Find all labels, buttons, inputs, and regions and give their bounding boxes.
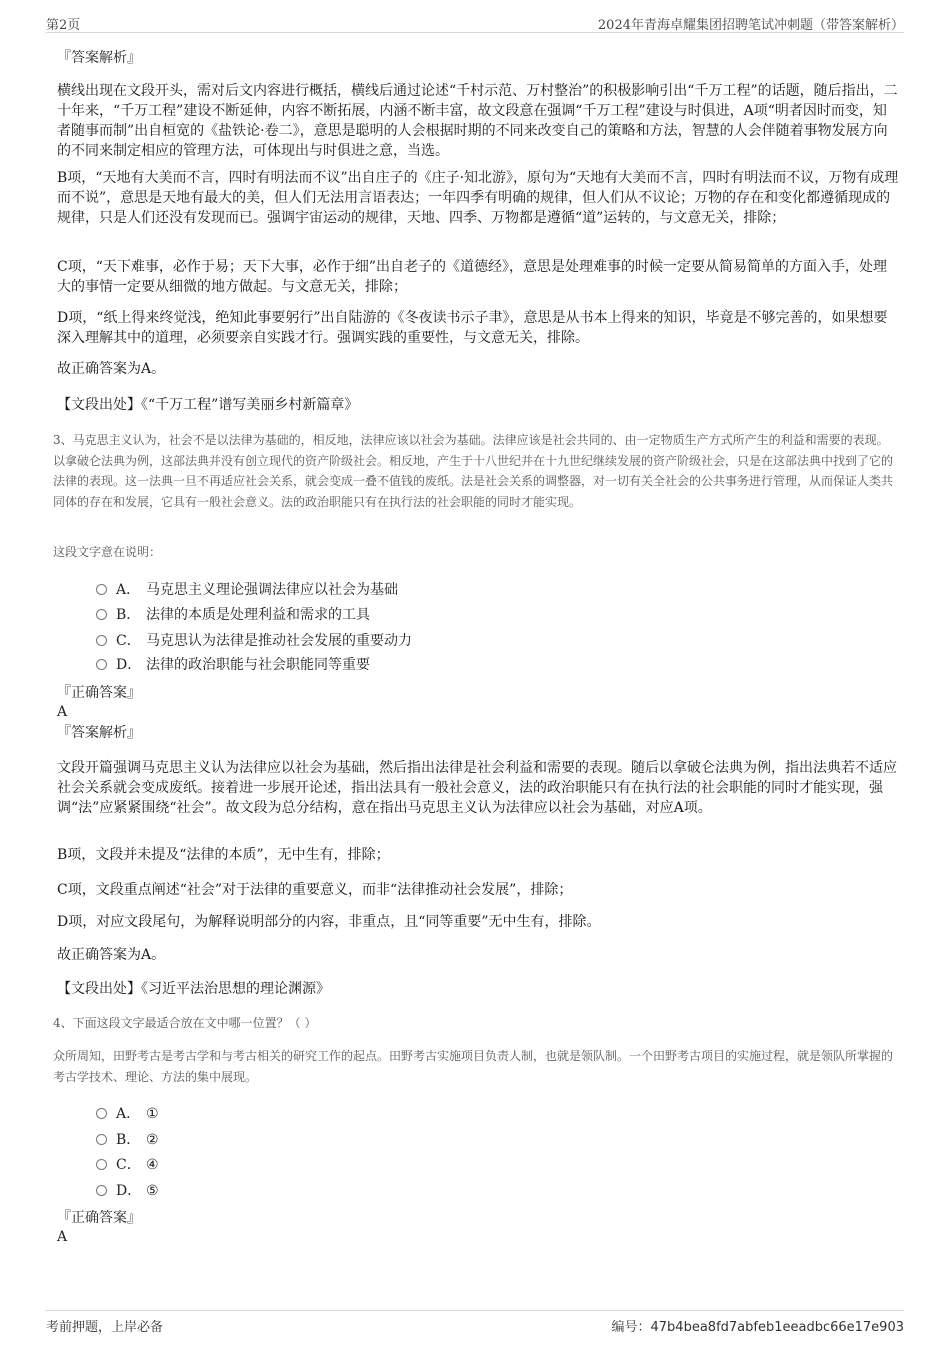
q4-answer-label: 『正确答案』 — [57, 1210, 141, 1226]
q2-answer-statement: 故正确答案为A。 — [57, 361, 166, 377]
q4-option-a[interactable]: A． ① — [96, 1104, 159, 1124]
radio-icon[interactable] — [96, 1134, 107, 1145]
footer-slogan: 考前押题，上岸必备 — [46, 1320, 164, 1335]
q4-option-b[interactable]: B． ② — [96, 1130, 159, 1150]
q4-answer: A — [57, 1229, 68, 1245]
document-code: 编号：47b4bea8fd7abfeb1eeadbc66e17e903 — [611, 1320, 904, 1335]
q2-analysis-label: 『答案解析』 — [57, 50, 141, 66]
q3-analysis-paragraph: C项，文段重点阐述“社会”对于法律的重要意义，而非“法律推动社会发展”，排除； — [57, 882, 573, 898]
q3-option-b[interactable]: B． 法律的本质是处理利益和需求的工具 — [96, 605, 370, 625]
q2-analysis-paragraph: C项，“天下难事，必作于易；天下大事，必作于细”出自老子的《道德经》，意思是处理难事的时候一定要从简易简单的方面入手，处理大的事情一定要从细微的地方做起。与文意无关，排除； — [57, 259, 888, 295]
page-footer — [46, 1310, 904, 1339]
q2-analysis-paragraph: 横线出现在文段开头，需对后文内容进行概括，横线后通过论述“千村示范、万村整治”的积极影响引出“千万工程”的话题，随后指出，二十年来，“千万工程”建设不断延伸，内容不断拓展，内涵不断丰富，故文段意在强调“千万工程”建设与时俱进，A项“明者因时而变，知者随事而制”出自桓宽的《盐铁论·卷二》，意思是聪明的人会根据时期的不同来改变自己的策略和方法，智慧的人会伴随着事物发展方向的不同来制定相应的管理方法，可体现出与时俱进之意，当选。 — [57, 83, 898, 159]
page-header — [46, 12, 904, 33]
radio-icon[interactable] — [96, 609, 107, 620]
q3-prompt: 这段文字意在说明： — [53, 545, 162, 559]
q3-option-a[interactable]: A． 马克思主义理论强调法律应以社会为基础 — [96, 580, 398, 600]
q3-analysis-paragraph: B项，文段并未提及“法律的本质”，无中生有，排除； — [57, 847, 390, 863]
radio-icon[interactable] — [96, 635, 107, 646]
radio-icon[interactable] — [96, 584, 107, 595]
radio-icon[interactable] — [96, 659, 107, 670]
q3-source: 【文段出处】《习近平法治思想的理论渊源》 — [57, 981, 330, 997]
q3-option-c[interactable]: C． 马克思认为法律是推动社会发展的重要动力 — [96, 631, 412, 651]
q3-answer-statement: 故正确答案为A。 — [57, 947, 166, 963]
radio-icon[interactable] — [96, 1108, 107, 1119]
radio-icon[interactable] — [96, 1159, 107, 1170]
q4-option-d[interactable]: D． ⑤ — [96, 1181, 159, 1201]
q3-analysis-paragraph: D项，对应文段尾句，为解释说明部分的内容，非重点，且“同等重要”无中生有，排除。 — [57, 914, 601, 930]
radio-icon[interactable] — [96, 1185, 107, 1196]
q3-answer-label: 『正确答案』 — [57, 685, 141, 701]
q4-passage: 众所周知，田野考古是考古学和与考古相关的研究工作的起点。田野考古实施项目负责人制，也就是领队制。一个田野考古项目的实施过程，就是领队所掌握的考古学技术、理论、方法的集中展现。 — [53, 1049, 894, 1084]
q3-stem: 3、马克思主义认为，社会不是以法律为基础的，相反地，法律应该以社会为基础。法律应该是社会共同的、由一定物质生产方式所产生的利益和需要的表现。以拿破仑法典为例，这部法典并没有创立现代的资产阶级社会。相反地，产生于十八世纪并在十九世纪继续发展的资产阶级社会，只是在这部法典中找到了它的法律的表现。这一法典一旦不再适应社会关系，就会变成一叠不值钱的废纸。法是社会关系的调整器，对一切有关全社会的公共事务进行管理，从而保证人类共同体的存在和发展，它具有一般社会意义。法的政治职能只有在执行法的社会职能的同时才能实现。 — [53, 433, 894, 509]
q2-source: 【文段出处】《“千万工程”谱写美丽乡村新篇章》 — [57, 397, 359, 413]
q3-analysis-paragraph: 文段开篇强调马克思主义认为法律应以社会为基础，然后指出法律是社会利益和需要的表现。随后以拿破仑法典为例，指出法典若不适应社会关系就会变成废纸。接着进一步展开论述，指出法具有一般社会意义，法的政治职能只有在执行法的社会职能的同时才能实现，强调“法”应紧紧围绕“社会”。故文段为总分结构，意在指出马克思主义认为法律应以社会为基础，对应A项。 — [57, 760, 897, 816]
q2-analysis-paragraph: D项，“纸上得来终觉浅，绝知此事要躬行”出自陆游的《冬夜读书示子聿》，意思是从书本上得来的知识，毕竟是不够完善的，如果想要深入理解其中的道理，必须要亲自实践才行。强调实践的重要性，与文意无关，排除。 — [57, 310, 888, 346]
page-number: 第2页 — [46, 18, 81, 33]
document-title: 2024年青海卓耀集团招聘笔试冲刺题（带答案解析） — [597, 18, 904, 33]
q3-answer: A — [57, 704, 68, 720]
q3-option-d[interactable]: D． 法律的政治职能与社会职能同等重要 — [96, 655, 370, 675]
q4-stem: 4、下面这段文字最适合放在文中哪一位置？（ ） — [53, 1016, 317, 1030]
q4-option-c[interactable]: C． ④ — [96, 1155, 159, 1175]
q2-analysis-paragraph: B项，“天地有大美而不言，四时有明法而不议”出自庄子的《庄子·知北游》，原句为“天地有大美而不言，四时有明法而不议，万物有成理而不说”，意思是天地有最大的美，但人们无法用言语表达；一年四季有明确的规律，但人们从不议论；万物的存在和变化都遵循现成的规律，只是人们还没有发现而已。强调宇宙运动的规律，天地、四季、万物都是遵循“道”运转的，与文意无关，排除； — [57, 170, 899, 226]
q3-analysis-label: 『答案解析』 — [57, 725, 141, 741]
